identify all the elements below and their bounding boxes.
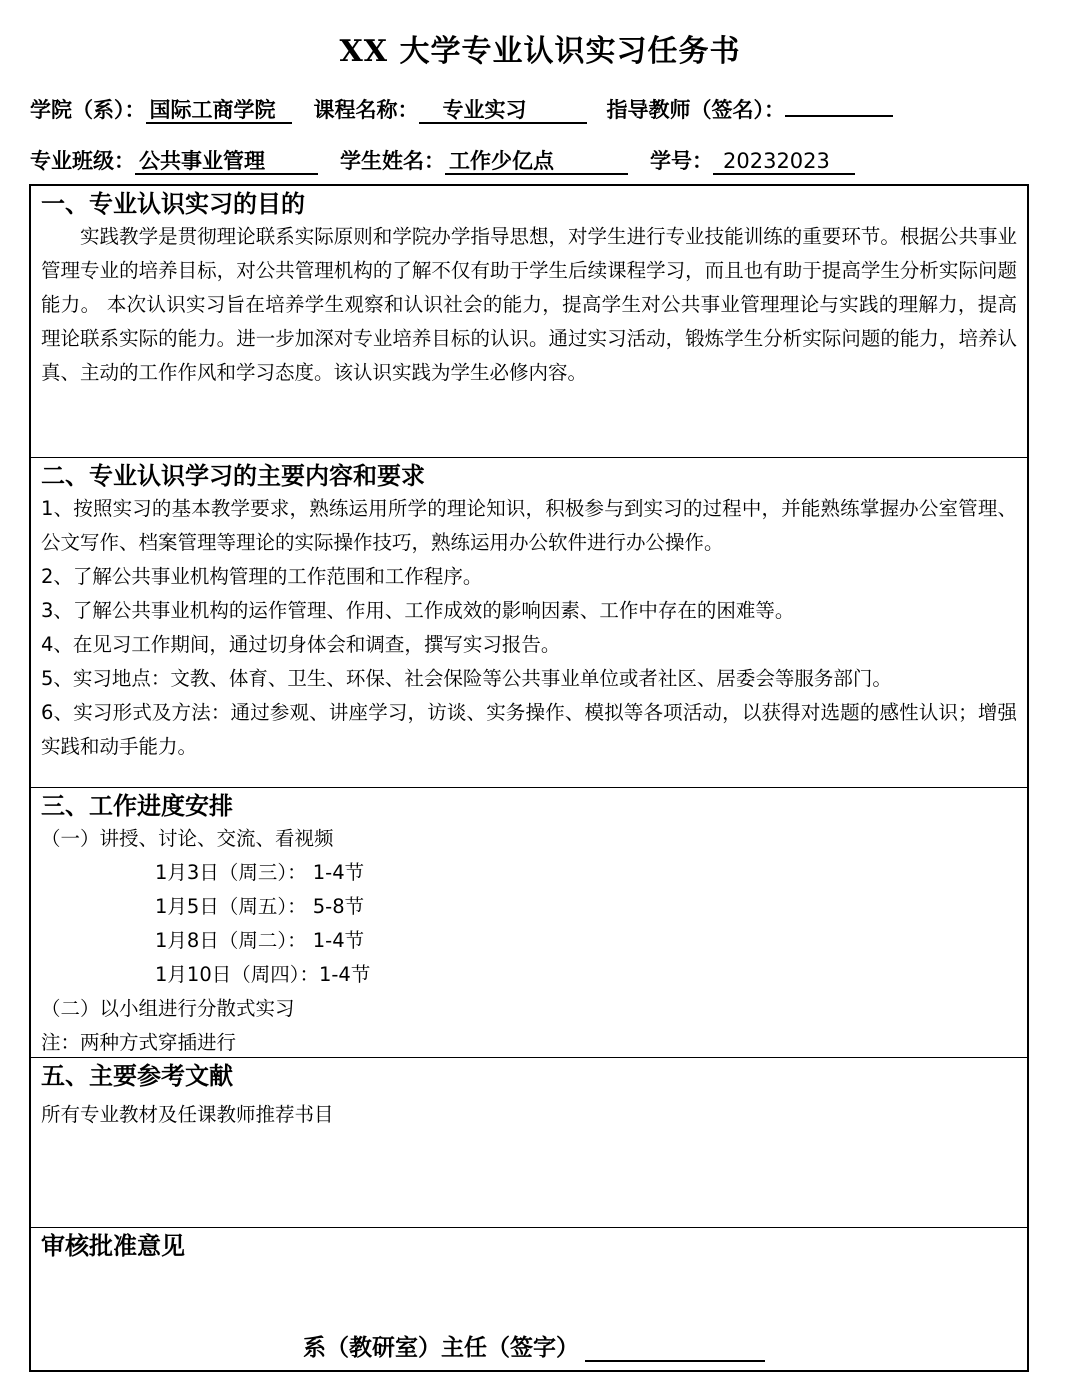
- major-value: 公共事业管理: [135, 149, 318, 175]
- content-item: 6、实习形式及方法：通过参观、讲座学习，访谈、实务操作、模拟等各项活动，以获得对选题的感性认识；增强实践和动手能力。: [41, 701, 1017, 758]
- major-label: 专业班级：: [30, 149, 135, 173]
- college-label: 学院（系）：: [30, 98, 146, 122]
- schedule-part-1: （一）讲授、讨论、交流、看视频: [41, 827, 334, 850]
- section-schedule-heading: 三、工作进度安排: [41, 791, 233, 820]
- schedule-item: 1月3日（周三）： 1-4节: [155, 861, 365, 884]
- course-label: 课程名称：: [313, 98, 419, 122]
- id-value: 20232023: [713, 149, 855, 175]
- section-approval: [31, 1228, 1027, 1370]
- director-signature-label: 系（教研室）主任（签字）: [303, 1334, 579, 1361]
- section-purpose-text: 实践教学是贯彻理论联系实际原则和学院办学指导思想，对学生进行专业技能训练的重要环节。根据公共事业管理专业的培养目标，对公共管理机构的了解不仅有助于学生后续课程学习，而且也有助于提高学生分析实际问题能力。 本次认识实习旨在培养学生观察和认识社会的能力，提高学生对公共事业管理理论与实践的理解力，提高理论联系实际的能力。进一步加深对专业培养目标的认识。通过实习活动，锻炼学生分析实际问题的能力，培养认真、主动的工作作风和学习态度。该认识实践为学生必修内容。: [41, 225, 1017, 384]
- document-title: XX 大学专业认识实习任务书: [339, 34, 741, 69]
- schedule-note: 注：两种方式穿插进行: [41, 1031, 237, 1054]
- teacher-signature-field[interactable]: [785, 115, 893, 117]
- content-item: 5、实习地点：文教、体育、卫生、环保、社会保险等公共事业单位或者社区、居委会等服务部门。: [41, 667, 892, 690]
- teacher-label: 指导教师（签名）：: [606, 98, 785, 122]
- college-value: 国际工商学院: [146, 98, 292, 124]
- content-item: 2、了解公共事业机构管理的工作范围和工作程序。: [41, 565, 483, 588]
- section-references: [31, 1058, 1027, 1228]
- schedule-item: 1月8日（周二）： 1-4节: [155, 929, 365, 952]
- course-value: 专业实习: [419, 98, 587, 124]
- task-table: [29, 184, 1029, 1372]
- section-content-heading: 二、专业认识学习的主要内容和要求: [41, 461, 425, 490]
- section-schedule: [31, 788, 1027, 1058]
- references-text: 所有专业教材及任课教师推荐书目: [41, 1103, 334, 1126]
- section-purpose-heading: 一、专业认识实习的目的: [41, 189, 305, 218]
- schedule-item: 1月10日（周四）：1-4节: [155, 963, 371, 986]
- info-row-1: [30, 94, 893, 124]
- info-row-2: [30, 145, 855, 175]
- student-label: 学生姓名：: [340, 149, 445, 173]
- schedule-part-2: （二）以小组进行分散式实习: [41, 997, 295, 1020]
- section-content: [31, 458, 1027, 788]
- content-item: 1、按照实习的基本教学要求，熟练运用所学的理论知识，积极参与到实习的过程中，并能熟练掌握办公室管理、公文写作、档案管理等理论的实际操作技巧，熟练运用办公软件进行办公操作。: [41, 497, 1017, 554]
- content-item: 3、了解公共事业机构的运作管理、作用、工作成效的影响因素、工作中存在的困难等。: [41, 599, 795, 622]
- director-signature: [303, 1329, 765, 1362]
- director-signature-field[interactable]: [585, 1334, 765, 1362]
- section-purpose: [31, 186, 1027, 458]
- schedule-item: 1月5日（周五）： 5-8节: [155, 895, 365, 918]
- section-approval-heading: 审核批准意见: [41, 1231, 185, 1260]
- section-references-heading: 五、主要参考文献: [41, 1061, 233, 1090]
- id-label: 学号：: [650, 149, 713, 173]
- content-item: 4、在见习工作期间，通过切身体会和调查，撰写实习报告。: [41, 633, 561, 656]
- student-value: 工作少亿点: [445, 149, 628, 175]
